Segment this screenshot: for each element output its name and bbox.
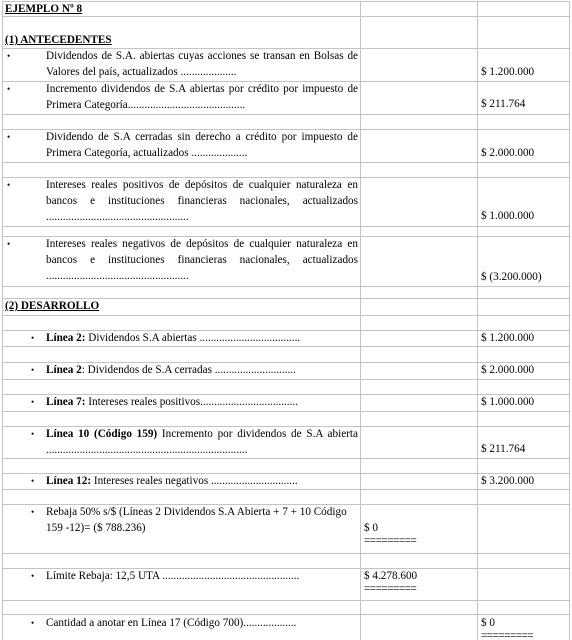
example-title: EJEMPLO Nº 8	[5, 3, 83, 15]
antecedente-text: Dividendo de S.A cerradas sin derecho a crédito por impuesto de Primera Categoría, actualizados ....................	[46, 131, 358, 159]
row-divider	[2, 1, 570, 2]
antecedente-amount: $ (3.200.000)	[481, 271, 542, 283]
desarrollo-item	[46, 331, 300, 346]
desarrollo-amount: $ 2.000.000	[481, 364, 535, 376]
antecedente-amount: $ 1.000.000	[481, 210, 535, 222]
column-divider	[569, 1, 570, 640]
row-divider	[2, 114, 570, 115]
column-divider	[360, 1, 361, 640]
antecedente-text: Intereses reales positivos de depósitos de cualquier naturaleza en bancos e instituciones financieras nacionales, actualizados ...................................................	[46, 179, 358, 223]
desarrollo-amount: $ 211.764	[481, 443, 526, 455]
section-heading-antecedentes	[5, 33, 112, 48]
column-divider	[2, 1, 3, 640]
cantidad-double-rule: =========	[481, 630, 534, 640]
limite-text: Límite Rebaja: 12,5 UTA .................................................	[46, 570, 300, 582]
section-heading-label: (2) DESARROLLO	[5, 300, 100, 312]
desarrollo-item	[46, 395, 298, 410]
rebaja-double-rule: =========	[364, 535, 417, 547]
row-divider	[2, 489, 570, 490]
desarrollo-amount: $ 1.200.000	[481, 332, 535, 344]
desarrollo-item	[46, 474, 298, 489]
desarrollo-item	[46, 363, 296, 378]
section-heading-label: (1) ANTECEDENTES	[5, 34, 112, 46]
limite-double-rule: =========	[364, 583, 417, 595]
row-divider	[2, 379, 570, 380]
desarrollo-text: Incremento por dividendos de S.A abierta ........................................................................	[46, 428, 358, 456]
bullet-icon: •	[31, 571, 35, 581]
rebaja-amount: $ 0	[364, 522, 378, 534]
desarrollo-amount: $ 1.000.000	[481, 396, 535, 408]
row-divider	[2, 16, 570, 17]
bullet-icon: •	[31, 507, 35, 517]
bullet-icon: •	[31, 333, 35, 343]
cantidad-amount: $ 0	[481, 617, 495, 629]
row-divider	[2, 614, 570, 615]
section-heading-desarrollo	[5, 299, 99, 314]
line-reference: Línea 2	[46, 364, 82, 376]
line-reference: Línea 2:	[46, 332, 86, 344]
desarrollo-amount: $ 3.200.000	[481, 475, 535, 487]
bullet-icon: •	[7, 180, 11, 190]
row-divider	[2, 162, 570, 163]
bullet-icon: •	[31, 365, 35, 375]
rebaja-text: Rebaja 50% s/$ (Líneas 2 Dividendos S.A Abierta + 7 + 10 Código 159 -12)= ($ 788.236)	[46, 506, 347, 534]
bullet-icon: •	[31, 397, 35, 407]
row-divider	[2, 346, 570, 347]
row-divider	[2, 600, 570, 601]
row-divider	[2, 315, 570, 316]
desarrollo-text: : Dividendos de S.A cerradas .............................	[81, 364, 296, 376]
bullet-icon: •	[31, 429, 35, 439]
antecedente-amount: $ 2.000.000	[481, 147, 535, 159]
antecedente-amount: $ 211.764	[481, 98, 526, 110]
bullet-icon: •	[31, 476, 35, 486]
bullet-icon: •	[7, 132, 11, 142]
antecedente-text: Incremento dividendos de S.A abiertas por crédito por impuesto de Primera Categoría..........................................	[46, 83, 358, 111]
antecedente-amount: $ 1.200.000	[481, 66, 535, 78]
bullet-icon: •	[7, 51, 11, 61]
antecedente-text: Intereses reales negativos de depósitos de cualquier naturaleza en bancos e instituciones financieras nacionales, actualizados ...................................................	[46, 238, 358, 282]
row-divider	[2, 286, 570, 287]
bullet-icon: •	[7, 84, 11, 94]
line-reference: Línea 12:	[46, 475, 92, 487]
desarrollo-item	[46, 427, 358, 459]
line-reference: Línea 7:	[46, 396, 86, 408]
example-table	[2, 1, 570, 640]
cantidad-text: Cantidad a anotar en Línea 17 (Código 700)...................	[46, 617, 297, 629]
bullet-icon: •	[31, 618, 35, 628]
row-divider	[2, 411, 570, 412]
line-reference: Línea 10 (Código 159)	[46, 428, 158, 440]
antecedente-text: Dividendos de S.A. abiertas cuyas acciones se transan en Bolsas de Valores del país, actualizados ....................	[46, 50, 358, 78]
row-divider	[2, 553, 570, 554]
limite-amount: $ 4.278.600	[364, 570, 418, 582]
desarrollo-text: Intereses reales negativos ...............................	[91, 475, 298, 487]
desarrollo-text: Intereses reales positivos...................................	[85, 396, 298, 408]
column-divider	[477, 1, 478, 640]
row-divider	[2, 226, 570, 227]
desarrollo-text: Dividendos S.A abiertas ....................................	[85, 332, 301, 344]
bullet-icon: •	[7, 239, 11, 249]
